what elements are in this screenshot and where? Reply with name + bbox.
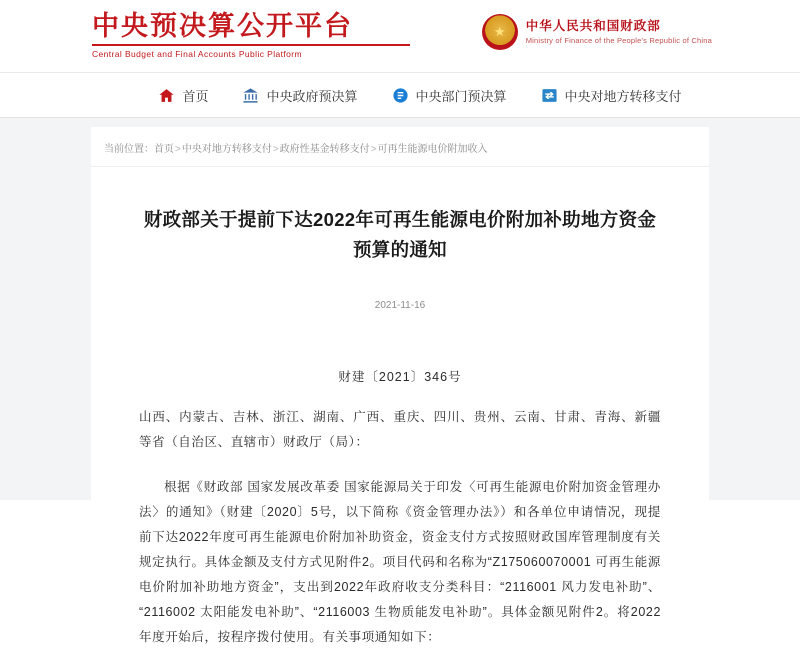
home-icon [158,87,175,104]
logo-divider [92,44,410,46]
document-body [91,205,709,650]
nav-item-home-label: 首页 [182,88,209,104]
breadcrumb-separator-2: > [272,144,279,155]
ministry-name-en: Ministry of Finance of the People's Republic of China [525,36,712,46]
site-logo-subtitle: Central Budget and Final Accounts Public Platform [92,49,303,59]
page-background [0,118,800,644]
ministry-name-cn: 中华人民共和国财政部 [525,18,661,33]
site-logo[interactable] [92,10,422,59]
transfer-icon [541,87,558,104]
breadcrumb-separator-1: > [175,144,181,155]
nav-item-transfer-payment-label: 中央对地方转移支付 [564,88,682,104]
nav-item-transfer-payment[interactable] [541,86,682,105]
ministry-brand [482,14,712,50]
ministry-text [526,19,712,46]
main-nav [0,73,800,118]
nav-item-central-gov-budget-label: 中央政府预决算 [266,88,358,104]
breadcrumb-prefix: 当前位置： [104,144,154,155]
breadcrumb-item-renewable-energy[interactable]: 可再生能源电价附加收入 [377,144,488,155]
national-emblem-icon [482,14,518,50]
bank-icon [242,87,259,104]
breadcrumb-item-gov-fund-transfer[interactable]: 政府性基金转移支付 [279,144,370,155]
nav-item-central-gov-budget[interactable] [242,86,357,105]
breadcrumb-item-transfer-payment[interactable]: 中央对地方转移支付 [181,144,272,155]
breadcrumb-item-home[interactable]: 首页 [154,144,174,155]
document-number: 财建〔2021〕346号 [338,370,462,384]
page-title: 财政部关于提前下达2022年可再生能源电价附加补助地方资金预算的通知 [143,209,657,260]
nav-item-central-dept-budget-label: 中央部门预决算 [415,88,507,104]
nav-item-home[interactable] [158,86,208,105]
building-icon [392,87,409,104]
breadcrumb-separator-3: > [370,144,377,155]
breadcrumb [91,140,709,167]
publish-date: 2021-11-16 [374,300,426,311]
site-header [0,0,800,73]
document-paragraph-body: 根据《财政部 国家发展改革委 国家能源局关于印发〈可再生能源电价附加资金管理办法〉的通知》（财建〔2020〕5号，以下简称《资金管理办法》）和各单位申请情况，现提前下达2022年度可再生能源电价附加补助资金，资金支付方式按照财政国库管理制度有关规定执行。具体金额及支付方式见附件2。项目代码和名称为“Z175060070001 可再生能源电价附加补助地方资金”，支出到2022年政府收支分类科目：“2116001 风力发电补助”、“2116002 太阳能发电补助”、“2116003 生物质能发电补助”。具体金额见附件2。将2022年度开始后，按程序拨付使用。有关事项通知如下： [139,480,661,644]
content-card [91,127,709,650]
nav-item-central-dept-budget[interactable] [392,86,507,105]
document-paragraph-recipients: 山西、内蒙古、吉林、浙江、湖南、广西、重庆、四川、贵州、云南、甘肃、青海、新疆等省（自治区、直辖市）财政厅（局）： [139,410,661,449]
site-logo-title: 中央预决算公开平台 [92,11,353,41]
